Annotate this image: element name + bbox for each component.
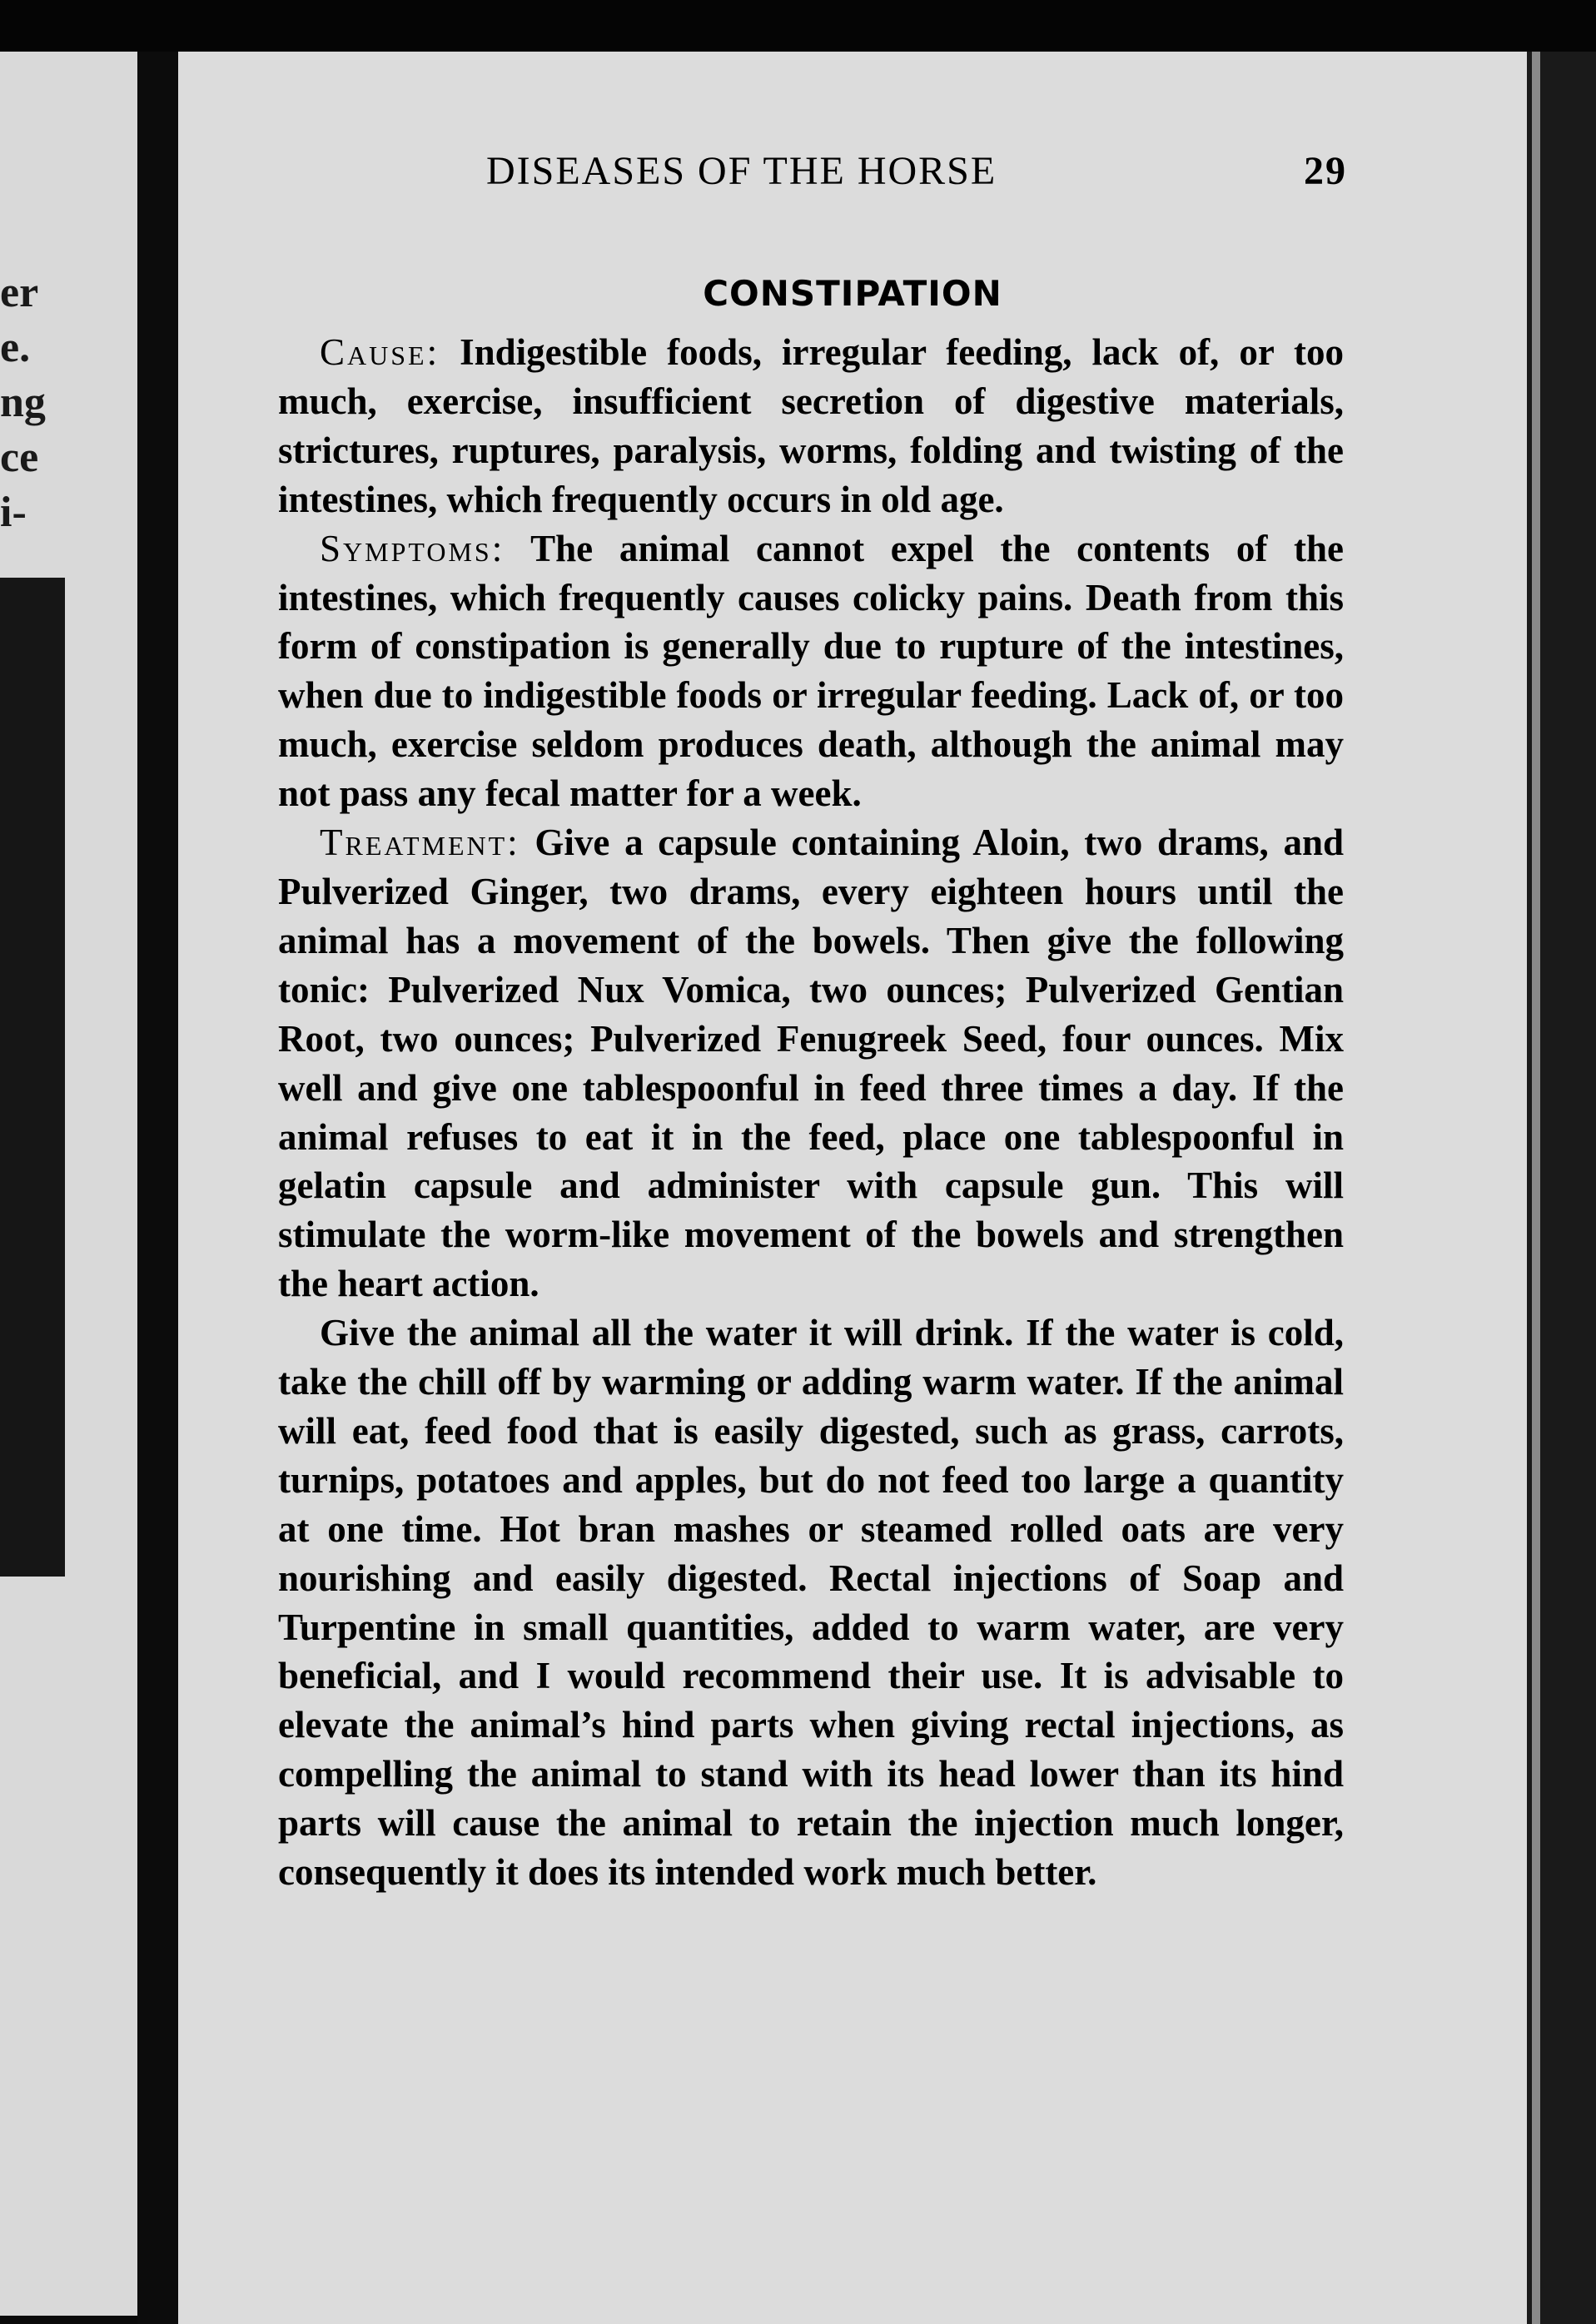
facing-page-fragment: i- xyxy=(0,489,27,536)
paragraph-label: Cause: xyxy=(320,331,440,373)
paragraph-care xyxy=(278,1308,1344,1897)
facing-page-fragment: ce xyxy=(0,434,39,481)
paragraph-cause xyxy=(278,328,1344,524)
scan-border-right xyxy=(1527,52,1596,2324)
paragraph-text: Indigestible foods, irregular feeding, lack of, or too much, exercise, insufficient secretion of digestive materials, strictures, ruptures, paralysis, worms, folding and twisting of the intestines, which frequently occurs in old age. xyxy=(278,331,1344,520)
running-head xyxy=(308,148,1347,206)
paragraph-text: The animal cannot expel the contents of the intestines, which frequently causes colicky pains. Death from this form of constipation is generally due to rupture of the intestines, when due to indigestible foods or irregular feeding. Lack of, or too much, exercise seldom produces death, although the animal may not pass any fecal matter for a week. xyxy=(278,527,1344,815)
paragraph-text: Give a capsule containing Aloin, two drams, and Pulverized Ginger, two drams, every eighteen hours until the animal has a movement of the bowels. Then give the following tonic: Pulverized Nux Vomica, two ounces; Pulverized Gentian Root, two ounces; Pulverized Fenugreek Seed, four ounces. Mix well and give one tablespoonful in feed three times a day. If the animal refuses to eat it in the feed, place one tablespoonful in gelatin capsule and administer with capsule gun. This will stimulate the worm-like movement of the bowels and strengthen the heart action. xyxy=(278,822,1344,1305)
paragraph-text: Give the animal all the water it will drink. If the water is cold, take the chill off by warming or adding warm water. If the animal will eat, feed food that is easily digested, such as grass, carrots, turnips, potatoes and apples, but do not feed too large a quantity at one time. Hot bran mashes or steamed rolled oats are very nourishing and easily digested. Rectal injections of Soap and Turpentine in small quantities, added to warm water, are very beneficial, and I would recommend their use. It is advisable to elevate the animal’s hind parts when giving rectal injections, as compelling the animal to stand with its head lower than its hind parts will cause the animal to retain the injection much longer, consequently it does its intended work much better. xyxy=(278,1312,1344,1894)
page-edge-strip xyxy=(1532,52,1540,2324)
facing-page-fragment: ng xyxy=(0,379,46,426)
running-head-title: DISEASES OF THE HORSE xyxy=(486,149,997,193)
page-number: 29 xyxy=(1304,149,1347,193)
section-title: CONSTIPATION xyxy=(703,273,1002,314)
facing-page-edge xyxy=(0,52,137,2316)
facing-page-illustration-edge xyxy=(0,578,65,1577)
scan-border-top xyxy=(0,0,1596,52)
paragraph-label: Symptoms: xyxy=(320,527,505,569)
paragraph-symptoms xyxy=(278,524,1344,818)
body-text xyxy=(278,328,1344,1897)
paragraph-label: Treatment: xyxy=(320,822,520,864)
facing-page-fragment: er xyxy=(0,269,39,316)
book-binding-gutter xyxy=(137,52,181,2324)
paragraph-treatment xyxy=(278,818,1344,1308)
facing-page-fragment: e. xyxy=(0,324,31,371)
